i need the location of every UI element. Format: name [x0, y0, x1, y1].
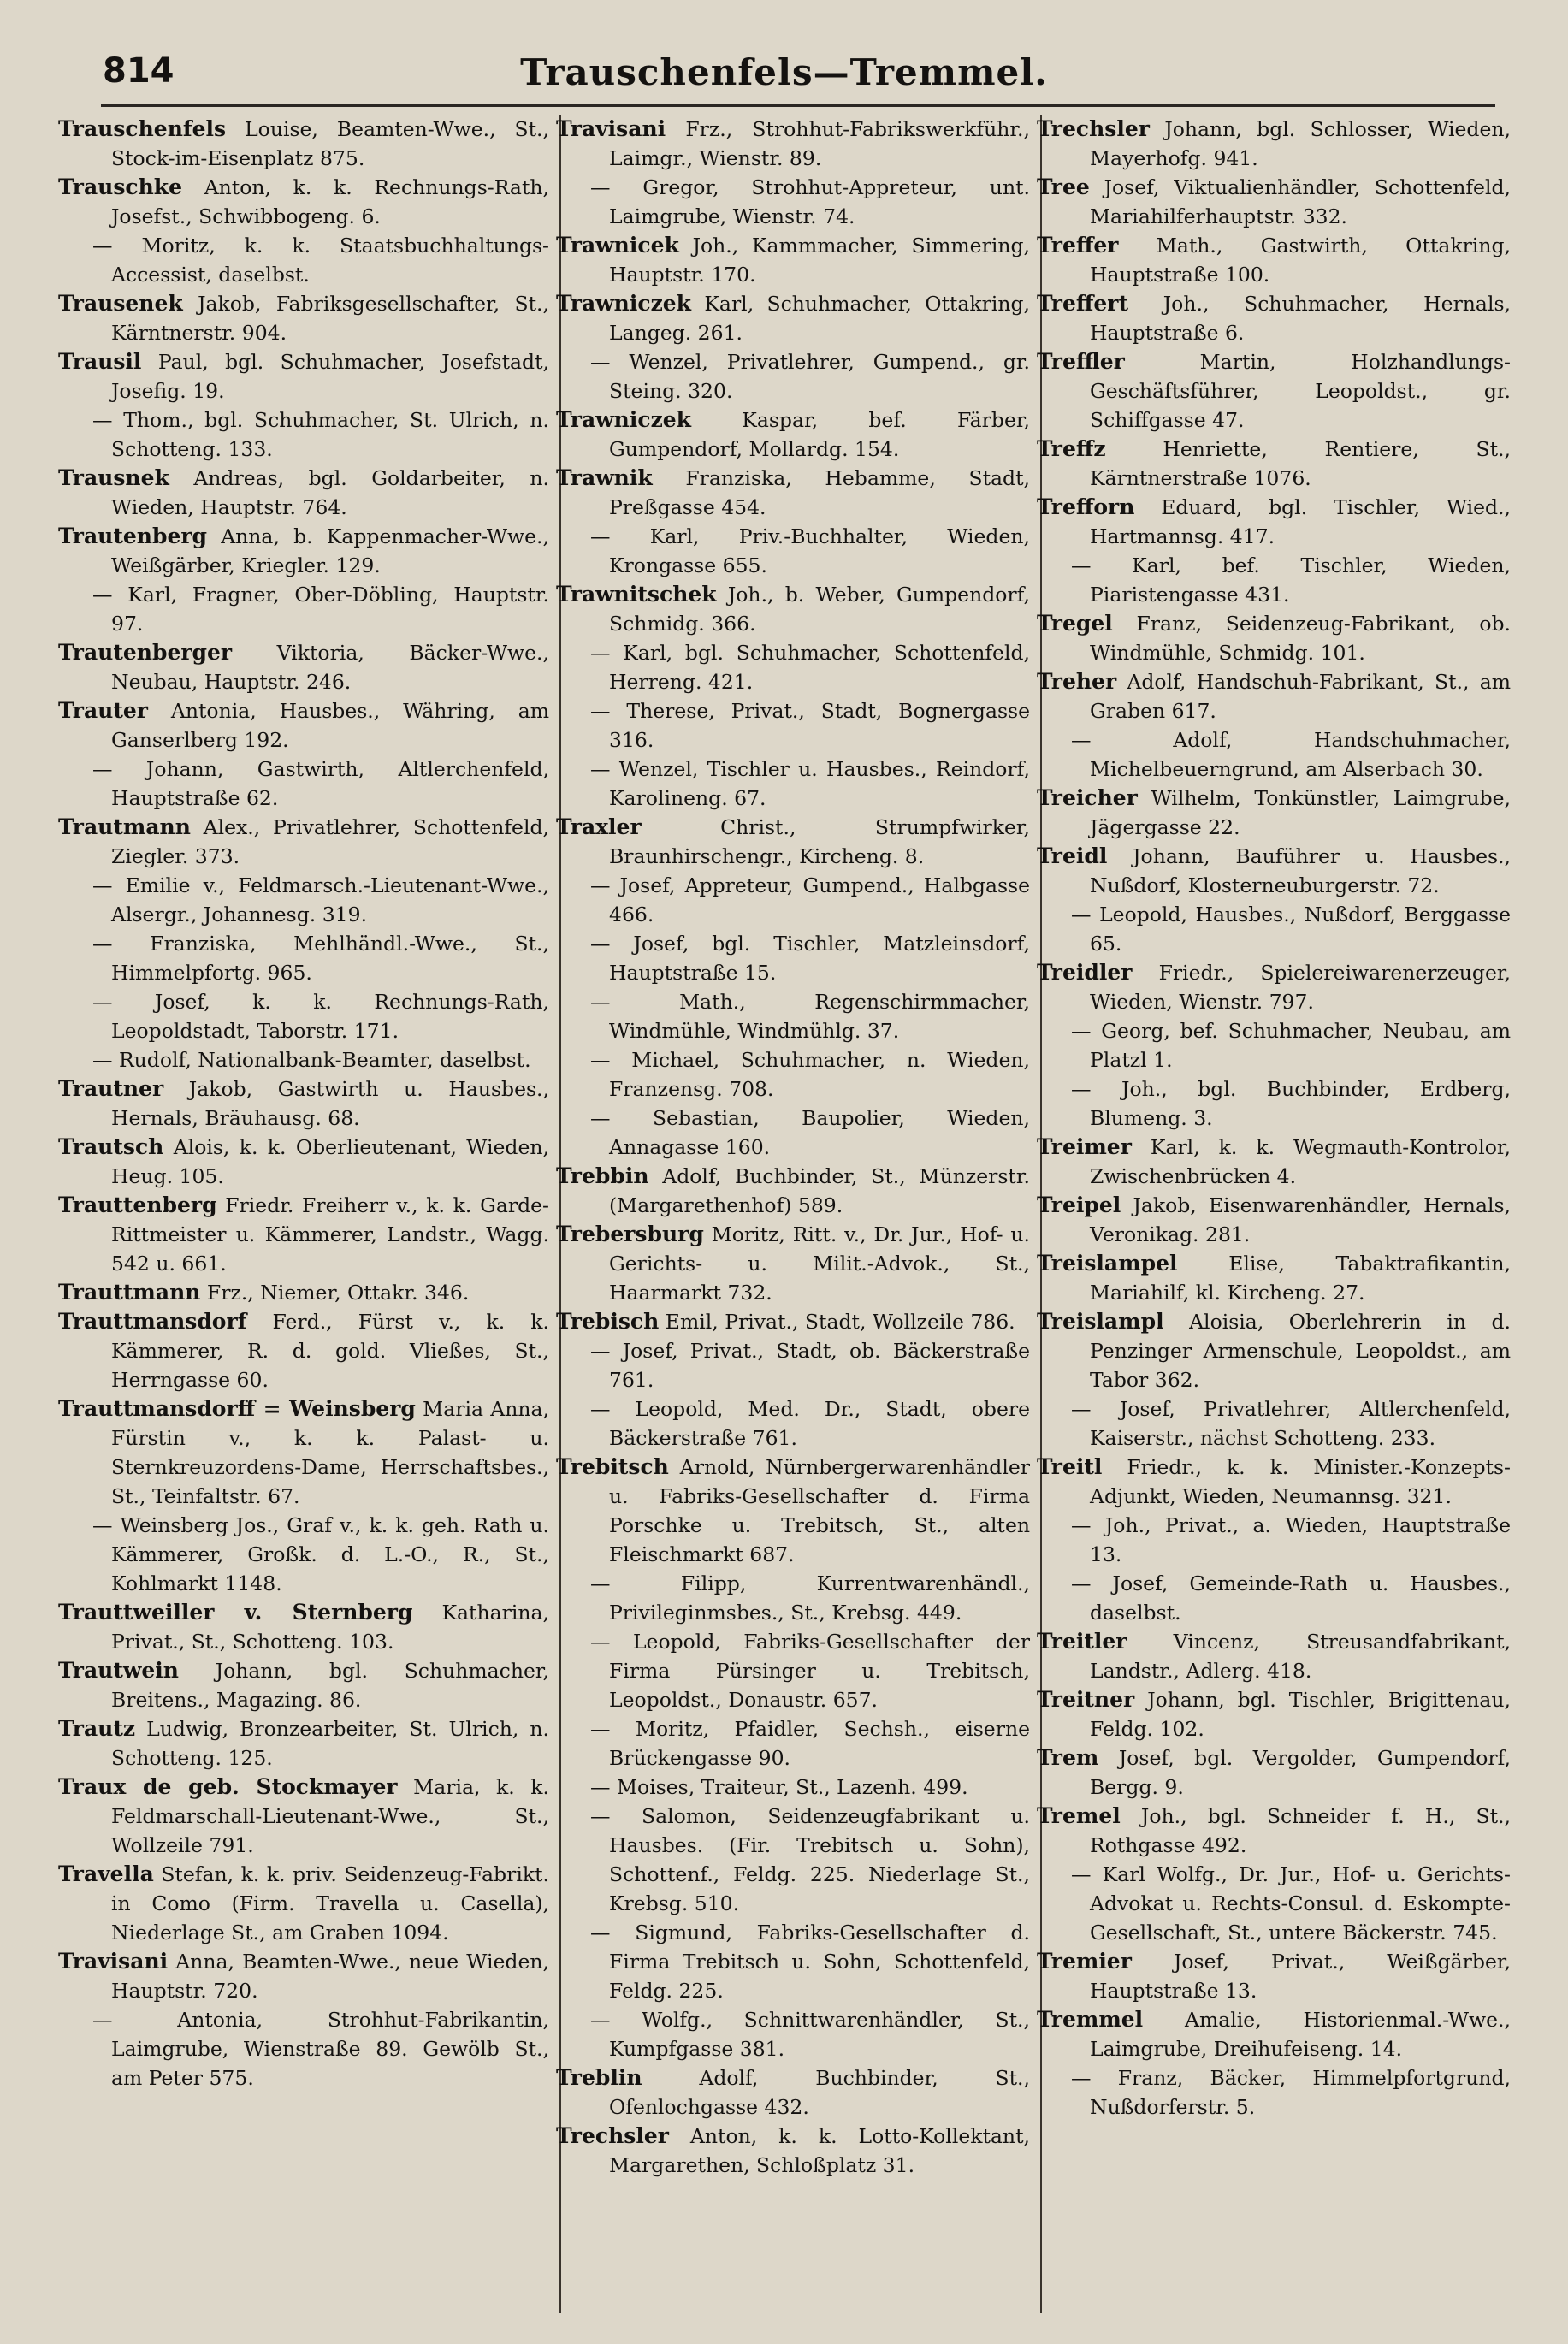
directory-entry: [556, 871, 1035, 929]
directory-entry: [1037, 1016, 1516, 1074]
entry-surname: Treffer: [1037, 233, 1119, 257]
header-rule: [101, 104, 1495, 107]
entry-surname: Trausnek: [58, 465, 169, 490]
directory-entry: [58, 173, 554, 231]
directory-entry: [58, 1773, 554, 1860]
entry-surname: Trauter: [58, 698, 148, 723]
directory-entry: [1037, 1307, 1516, 1394]
directory-entry: [58, 347, 554, 405]
entry-details: — Karl, bef. Tischler, Wieden, Piaristengasse 431.: [1071, 553, 1511, 607]
directory-entry: [556, 638, 1035, 696]
directory-entry: [1037, 1627, 1516, 1685]
entry-details: Anna, Beamten-Wwe., neue Wieden, Hauptstr. 720.: [111, 1950, 549, 2003]
entry-details: Ludwig, Bronzearbeiter, St. Ulrich, n. Schotteng. 125.: [111, 1717, 549, 1770]
directory-entry: [1037, 958, 1516, 1016]
entry-details: Joh., b. Weber, Gumpendorf, Schmidg. 366.: [609, 583, 1030, 636]
directory-entry: [1037, 1133, 1516, 1191]
directory-entry: [1037, 1249, 1516, 1307]
entry-details: Johann, Bauführer u. Hausbes., Nußdorf, Klosterneuburgerstr. 72.: [1090, 844, 1511, 897]
entry-surname: Trawnik: [556, 465, 653, 490]
entry-surname: Trawniczek: [556, 407, 691, 432]
entry-details: — Josef, bgl. Tischler, Matzleinsdorf, Hauptstraße 15.: [590, 932, 1030, 985]
directory-entry: [556, 1394, 1035, 1453]
entry-details: — Wolfg., Schnittwarenhändler, St., Kumpfgasse 381.: [590, 2008, 1030, 2061]
directory-entry: [556, 755, 1035, 813]
entry-surname: Travisani: [556, 116, 666, 141]
entry-details: — Josef, Privatlehrer, Altlerchenfeld, Kaiserstr., nächst Schotteng. 233.: [1071, 1397, 1511, 1450]
directory-entry: [58, 987, 554, 1045]
entry-surname: Trem: [1037, 1745, 1099, 1770]
directory-entry: [1037, 1394, 1516, 1453]
directory-entry: [58, 813, 554, 871]
directory-entry: [556, 1918, 1035, 2005]
entry-surname: Trebersburg: [556, 1222, 704, 1246]
entry-surname: Treblin: [556, 2065, 642, 2090]
entry-details: Franz, Seidenzeug-Fabrikant, ob. Windmühle, Schmidg. 101.: [1090, 612, 1511, 665]
entry-details: Ferd., Fürst v., k. k. Kämmerer, R. d. gold. Vließes, St., Herrngasse 60.: [111, 1310, 549, 1392]
entry-details: — Moritz, Pfaidler, Sechsh., eiserne Brückengasse 90.: [590, 1717, 1030, 1770]
directory-entry: [58, 696, 554, 755]
entry-surname: Trautner: [58, 1076, 164, 1101]
entry-details: Johann, bgl. Schuhmacher, Breitens., Magazing. 86.: [111, 1659, 549, 1712]
directory-entry: [1037, 347, 1516, 435]
entry-details: Karl, k. k. Wegmauth-Kontrolor, Zwischenbrücken 4.: [1090, 1135, 1511, 1188]
entry-details: Aloisia, Oberlehrerin in d. Penzinger Armenschule, Leopoldst., am Tabor 362.: [1090, 1310, 1511, 1392]
directory-entry: [556, 1336, 1035, 1394]
entry-details: Viktoria, Bäcker-Wwe., Neubau, Hauptstr. 246.: [111, 641, 549, 694]
entry-surname: Traxler: [556, 814, 642, 839]
directory-entry: [556, 696, 1035, 755]
entry-details: Antonia, Hausbes., Währing, am Ganserlberg 192.: [111, 699, 549, 752]
entry-details: — Franziska, Mehlhändl.-Wwe., St., Himmelpfortg. 965.: [92, 932, 549, 985]
directory-entry: [1037, 1453, 1516, 1511]
entry-details: Frz., Strohhut-Fabrikswerkführ., Laimgr., Wienstr. 89.: [609, 117, 1030, 170]
directory-entry: [556, 1162, 1035, 1220]
page-header: [0, 51, 1568, 103]
entry-surname: Treitler: [1037, 1629, 1127, 1654]
entry-surname: Treidler: [1037, 960, 1133, 985]
entry-details: — Leopold, Fabriks-Gesellschafter der Firma Pürsinger u. Trebitsch, Leopoldst., Donaustr. 657.: [590, 1630, 1030, 1712]
directory-entry: [556, 1453, 1035, 1569]
directory-entry: [556, 1773, 1035, 1802]
directory-entry: [58, 580, 554, 638]
directory-entry: [1037, 551, 1516, 609]
entry-surname: Tremier: [1037, 1949, 1132, 1974]
entry-surname: Treher: [1037, 669, 1117, 694]
entry-details: Jakob, Eisenwarenhändler, Hernals, Veronikag. 281.: [1090, 1193, 1511, 1246]
directory-entry: [58, 115, 554, 173]
entry-details: Kaspar, bef. Färber, Gumpendorf, Mollardg. 154.: [609, 408, 1030, 461]
entry-details: — Filipp, Kurrentwarenhändl., Privileginmsbes., St., Krebsg. 449.: [590, 1572, 1030, 1625]
directory-entry: [556, 1714, 1035, 1773]
entry-surname: Treipel: [1037, 1193, 1121, 1217]
entry-surname: Treislampl: [1037, 1309, 1164, 1334]
entry-surname: Trauschke: [58, 175, 183, 199]
entry-details: — Wenzel, Tischler u. Hausbes., Reindorf, Karolineng. 67.: [590, 757, 1030, 810]
directory-entry: [1037, 1191, 1516, 1249]
column-2: [556, 115, 1035, 2313]
directory-entry: [58, 755, 554, 813]
directory-entry: [556, 173, 1035, 231]
entry-surname: Trautenberger: [58, 640, 233, 665]
directory-entry: [58, 522, 554, 580]
entry-details: Katharina, Privat., St., Schotteng. 103.: [111, 1601, 549, 1654]
entry-details: Adolf, Buchbinder, St., Münzerstr. (Margarethenhof) 589.: [609, 1164, 1030, 1217]
directory-entry: [556, 1104, 1035, 1162]
entry-details: Johann, bgl. Tischler, Brigittenau, Feldg. 102.: [1090, 1688, 1511, 1741]
entry-details: Christ., Strumpfwirker, Braunhirschengr., Kircheng. 8.: [609, 815, 1030, 868]
entry-surname: Travisani: [58, 1949, 169, 1974]
directory-entry: [1037, 1802, 1516, 1860]
entry-surname: Treffler: [1037, 349, 1125, 374]
entry-surname: Trauttmansdorf: [58, 1309, 247, 1334]
entry-details: — Leopold, Med. Dr., Stadt, obere Bäckerstraße 761.: [590, 1397, 1030, 1450]
entry-surname: Trawnitschek: [556, 582, 717, 607]
directory-entry: [58, 638, 554, 696]
entry-surname: Trautenberg: [58, 524, 207, 548]
directory-entry: [556, 2122, 1035, 2180]
directory-entry: [556, 2005, 1035, 2063]
directory-entry: [1037, 435, 1516, 493]
directory-entry: [1037, 289, 1516, 347]
directory-entry: [1037, 231, 1516, 289]
entry-details: Jakob, Gastwirth u. Hausbes., Hernals, Bräuhausg. 68.: [111, 1077, 549, 1130]
directory-entry: [556, 522, 1035, 580]
entry-details: Eduard, bgl. Tischler, Wied., Hartmannsg. 417.: [1090, 495, 1511, 548]
directory-entry: [58, 1511, 554, 1598]
entry-details: Math., Gastwirth, Ottakring, Hauptstraße 100.: [1090, 234, 1511, 287]
directory-entry: [58, 1598, 554, 1656]
entry-details: — Joh., Privat., a. Wieden, Hauptstraße 13.: [1071, 1513, 1511, 1566]
page-number: 814: [103, 51, 175, 91]
entry-details: Josef, Viktualienhändler, Schottenfeld, Mariahilferhauptstr. 332.: [1090, 175, 1511, 228]
entry-details: — Therese, Privat., Stadt, Bognergasse 316.: [590, 699, 1030, 752]
entry-details: Elise, Tabaktrafikantin, Mariahilf, kl. Kircheng. 27.: [1090, 1252, 1511, 1305]
entry-details: Arnold, Nürnbergerwarenhändler u. Fabriks-Gesellschafter d. Firma Porschke u. Trebitsch, St., alten Fleischmarkt 687.: [609, 1455, 1030, 1566]
directory-entry: [556, 115, 1035, 173]
directory-entry: [58, 1947, 554, 2005]
entry-surname: Trautmann: [58, 814, 191, 839]
entry-surname: Trautsch: [58, 1134, 164, 1159]
entry-surname: Treidl: [1037, 843, 1108, 868]
entry-details: Emil, Privat., Stadt, Wollzeile 786.: [665, 1310, 1015, 1334]
entry-details: — Karl Wolfg., Dr. Jur., Hof- u. Gerichts-Advokat u. Rechts-Consul. d. Eskompte-Gesellschaft, St., untere Bäckerstr. 745.: [1071, 1862, 1511, 1944]
entry-details: Alois, k. k. Oberlieutenant, Wieden, Heug. 105.: [111, 1135, 549, 1188]
entry-surname: Trauttweiller v. Sternberg: [58, 1600, 413, 1625]
directory-entry: [1037, 609, 1516, 667]
entry-details: — Weinsberg Jos., Graf v., k. k. geh. Rath u. Kämmerer, Großk. d. L.-O., R., St., Kohlmarkt 1148.: [92, 1513, 549, 1595]
directory-entry: [1037, 1685, 1516, 1743]
directory-entry: [58, 289, 554, 347]
directory-entry: [58, 1133, 554, 1191]
entry-surname: Trauttmansdorff = Weinsberg: [58, 1396, 416, 1421]
entry-details: Anna, b. Kappenmacher-Wwe., Weißgärber, Kriegler. 129.: [111, 524, 549, 577]
directory-entry: [1037, 1743, 1516, 1802]
directory-entry: [58, 1394, 554, 1511]
entry-details: — Karl, Fragner, Ober-Döbling, Hauptstr. 97.: [92, 583, 549, 636]
directory-entry: [58, 1278, 554, 1307]
entry-surname: Treicher: [1037, 785, 1138, 810]
entry-surname: Treislampel: [1037, 1251, 1178, 1276]
entry-details: Josef, bgl. Vergolder, Gumpendorf, Bergg. 9.: [1090, 1746, 1511, 1799]
entry-details: Johann, bgl. Schlosser, Wieden, Mayerhofg. 941.: [1090, 117, 1511, 170]
running-head: Trauschenfels—Tremmel.: [520, 51, 1048, 93]
entry-details: — Josef, k. k. Rechnungs-Rath, Leopoldstadt, Taborstr. 171.: [92, 990, 549, 1043]
directory-entry: [556, 464, 1035, 522]
entry-details: Josef, Privat., Weißgärber, Hauptstraße 13.: [1090, 1950, 1511, 2003]
entry-surname: Trauttmann: [58, 1280, 201, 1305]
directory-entry: [556, 1220, 1035, 1307]
column-1: [58, 115, 554, 2313]
directory-entry: [58, 1191, 554, 1278]
entry-details: Friedr., Spielereiwarenerzeuger, Wieden, Wienstr. 797.: [1090, 961, 1511, 1014]
entry-details: — Karl, Priv.-Buchhalter, Wieden, Krongasse 655.: [590, 524, 1030, 577]
entry-surname: Treffert: [1037, 291, 1129, 316]
entry-surname: Traux de geb. Stockmayer: [58, 1774, 398, 1799]
entry-surname: Treitner: [1037, 1687, 1135, 1712]
entry-details: Franziska, Hebamme, Stadt, Preßgasse 454.: [609, 466, 1030, 519]
entry-details: — Michael, Schuhmacher, n. Wieden, Franzensg. 708.: [590, 1048, 1030, 1101]
directory-entry: [1037, 173, 1516, 231]
directory-entry: [58, 464, 554, 522]
directory-entry: [1037, 493, 1516, 551]
entry-details: Jakob, Fabriksgesellschafter, St., Kärntnerstr. 904.: [111, 292, 549, 345]
directory-entry: [58, 871, 554, 929]
directory-entry: [1037, 725, 1516, 784]
directory-entry: [58, 1656, 554, 1714]
entry-surname: Tregel: [1037, 611, 1113, 636]
entry-details: Andreas, bgl. Goldarbeiter, n. Wieden, Hauptstr. 764.: [111, 466, 549, 519]
directory-entry: [1037, 900, 1516, 958]
entry-details: Karl, Schuhmacher, Ottakring, Langeg. 261.: [609, 292, 1030, 345]
column-3: [1037, 115, 1516, 2313]
entry-details: Louise, Beamten-Wwe., St., Stock-im-Eisenplatz 875.: [111, 117, 549, 170]
directory-entry: [58, 405, 554, 464]
entry-surname: Trebisch: [556, 1309, 660, 1334]
entry-details: — Antonia, Strohhut-Fabrikantin, Laimgrube, Wienstraße 89. Gewölb St., am Peter 575.: [92, 2008, 549, 2090]
entry-details: — Moritz, k. k. Staatsbuchhaltungs-Accessist, daselbst.: [92, 234, 549, 287]
entry-details: Wilhelm, Tonkünstler, Laimgrube, Jägergasse 22.: [1090, 786, 1511, 839]
directory-entry: [556, 929, 1035, 987]
entry-details: Frz., Niemer, Ottakr. 346.: [206, 1281, 470, 1305]
entry-details: Moritz, Ritt. v., Dr. Jur., Hof- u. Gerichts- u. Milit.-Advok., St., Haarmarkt 732.: [609, 1222, 1030, 1305]
entry-surname: Tree: [1037, 175, 1090, 199]
entry-details: — Gregor, Strohhut-Appreteur, unt. Laimgrube, Wienstr. 74.: [590, 175, 1030, 228]
directory-entry: [1037, 784, 1516, 842]
directory-entry: [1037, 1074, 1516, 1133]
entry-details: Martin, Holzhandlungs-Geschäftsführer, Leopoldst., gr. Schiffgasse 47.: [1090, 350, 1511, 432]
entry-surname: Trebbin: [556, 1163, 649, 1188]
entry-details: Joh., bgl. Schneider f. H., St., Rothgasse 492.: [1090, 1804, 1511, 1857]
entry-details: — Adolf, Handschuhmacher, Michelbeuerngrund, am Alserbach 30.: [1071, 728, 1511, 781]
entry-details: Joh., Kammmacher, Simmering, Hauptstr. 170.: [609, 234, 1030, 287]
entry-details: — Josef, Gemeinde-Rath u. Hausbes., daselbst.: [1071, 1572, 1511, 1625]
entry-details: Paul, bgl. Schuhmacher, Josefstadt, Josefig. 19.: [111, 350, 549, 403]
directory-entry: [58, 1714, 554, 1773]
entry-surname: Treimer: [1037, 1134, 1132, 1159]
entry-surname: Trautz: [58, 1716, 136, 1741]
entry-surname: Trefforn: [1037, 494, 1135, 519]
entry-details: Anton, k. k. Rechnungs-Rath, Josefst., Schwibbogeng. 6.: [111, 175, 549, 228]
entry-surname: Trawnicek: [556, 233, 679, 257]
entry-details: — Sigmund, Fabriks-Gesellschafter d. Firma Trebitsch u. Sohn, Schottenfeld, Feldg. 225.: [590, 1921, 1030, 2003]
directory-entry: [58, 1074, 554, 1133]
directory-entry: [556, 1569, 1035, 1627]
entry-surname: Trausil: [58, 349, 142, 374]
directory-entry: [556, 231, 1035, 289]
entry-details: — Sebastian, Baupolier, Wieden, Annagasse 160.: [590, 1106, 1030, 1159]
entry-surname: Trebitsch: [556, 1454, 669, 1479]
entry-details: Maria Anna, Fürstin v., k. k. Palast- u. Sternkreuzordens-Dame, Herrschaftsbes., St., Teinfaltstr. 67.: [111, 1397, 549, 1508]
directory-entry: [1037, 2005, 1516, 2063]
entry-details: Henriette, Rentiere, St., Kärntnerstraße 1076.: [1090, 437, 1511, 490]
entry-details: — Josef, Privat., Stadt, ob. Bäckerstraße 761.: [590, 1339, 1030, 1392]
directory-entry: [556, 347, 1035, 405]
directory-entry: [556, 2063, 1035, 2122]
entry-details: — Georg, bef. Schuhmacher, Neubau, am Platzl 1.: [1071, 1019, 1511, 1072]
entry-details: — Math., Regenschirmmacher, Windmühle, Windmühlg. 37.: [590, 990, 1030, 1043]
entry-surname: Tremmel: [1037, 2007, 1144, 2032]
directory-entry: [58, 2005, 554, 2092]
entry-surname: Trechsler: [1037, 116, 1150, 141]
entry-details: — Johann, Gastwirth, Altlerchenfeld, Hauptstraße 62.: [92, 757, 549, 810]
directory-entry: [556, 987, 1035, 1045]
directory-entry: [1037, 842, 1516, 900]
entry-details: Friedr., k. k. Minister.-Konzepts-Adjunkt, Wieden, Neumannsg. 321.: [1090, 1455, 1511, 1508]
entry-details: — Thom., bgl. Schuhmacher, St. Ulrich, n. Schotteng. 133.: [92, 408, 549, 461]
directory-entry: [1037, 1511, 1516, 1569]
entry-details: Maria, k. k. Feldmarschall-Lieutenant-Wwe., St., Wollzeile 791.: [111, 1775, 549, 1857]
directory-entry: [1037, 1860, 1516, 1947]
directory-entry: [556, 289, 1035, 347]
entry-details: Stefan, k. k. priv. Seidenzeug-Fabrikt. in Como (Firm. Travella u. Casella), Niederlage St., am Graben 1094.: [111, 1862, 549, 1944]
directory-entry: [556, 405, 1035, 464]
directory-entry: [1037, 667, 1516, 725]
entry-surname: Trauttenberg: [58, 1193, 217, 1217]
entry-details: — Rudolf, Nationalbank-Beamter, daselbst.: [92, 1048, 531, 1072]
entry-details: Adolf, Buchbinder, St., Ofenlochgasse 432.: [609, 2066, 1030, 2119]
entry-surname: Treitl: [1037, 1454, 1103, 1479]
entry-surname: Trawniczek: [556, 291, 691, 316]
entry-details: Anton, k. k. Lotto-Kollektant, Margarethen, Schloßplatz 31.: [609, 2124, 1030, 2177]
entry-surname: Travella: [58, 1862, 154, 1886]
entry-details: Friedr. Freiherr v., k. k. Garde-Rittmeister u. Kämmerer, Landstr., Wagg. 542 u. 661.: [111, 1193, 549, 1276]
entry-details: — Karl, bgl. Schuhmacher, Schottenfeld, Herreng. 421.: [590, 641, 1030, 694]
directory-entry: [58, 231, 554, 289]
entry-surname: Trausenek: [58, 291, 183, 316]
entry-details: — Wenzel, Privatlehrer, Gumpend., gr. Steing. 320.: [590, 350, 1030, 403]
directory-entry: [556, 1802, 1035, 1918]
entry-details: Amalie, Historienmal.-Wwe., Laimgrube, Dreihufeiseng. 14.: [1090, 2008, 1511, 2061]
directory-entry: [1037, 115, 1516, 173]
directory-entry: [58, 1860, 554, 1947]
directory-entry: [58, 1045, 554, 1074]
directory-entry: [58, 1307, 554, 1394]
entry-surname: Tremel: [1037, 1803, 1121, 1828]
directory-entry: [556, 1045, 1035, 1104]
entry-details: Alex., Privatlehrer, Schottenfeld, Ziegler. 373.: [111, 815, 549, 868]
entry-details: — Leopold, Hausbes., Nußdorf, Berggasse 65.: [1071, 903, 1511, 956]
entry-details: — Franz, Bäcker, Himmelpfortgrund, Nußdorferstr. 5.: [1071, 2066, 1511, 2119]
directory-entry: [556, 1627, 1035, 1714]
entry-surname: Trechsler: [556, 2123, 669, 2148]
entry-details: Joh., Schuhmacher, Hernals, Hauptstraße 6.: [1090, 292, 1511, 345]
directory-entry: [1037, 1947, 1516, 2005]
entry-surname: Treffz: [1037, 436, 1106, 461]
entry-details: Vincenz, Streusandfabrikant, Landstr., Adlerg. 418.: [1090, 1630, 1511, 1683]
directory-entry: [556, 580, 1035, 638]
directory-entry: [1037, 1569, 1516, 1627]
directory-entry: [1037, 2063, 1516, 2122]
entry-surname: Trautwein: [58, 1658, 179, 1683]
directory-entry: [556, 813, 1035, 871]
directory-entry: [58, 929, 554, 987]
entry-surname: Trauschenfels: [58, 116, 227, 141]
entry-details: — Salomon, Seidenzeugfabrikant u. Hausbes. (Fir. Trebitsch u. Sohn), Schottenf., Feldg. 225. Niederlage St., Krebsg. 510.: [590, 1804, 1030, 1915]
entry-details: — Emilie v., Feldmarsch.-Lieutenant-Wwe., Alsergr., Johannesg. 319.: [92, 873, 549, 926]
entry-details: — Moises, Traiteur, St., Lazenh. 499.: [590, 1775, 968, 1799]
entry-details: — Josef, Appreteur, Gumpend., Halbgasse 466.: [590, 873, 1030, 926]
directory-entry: [556, 1307, 1035, 1336]
entry-details: — Joh., bgl. Buchbinder, Erdberg, Blumeng. 3.: [1071, 1077, 1511, 1130]
entry-details: Adolf, Handschuh-Fabrikant, St., am Graben 617.: [1090, 670, 1511, 723]
